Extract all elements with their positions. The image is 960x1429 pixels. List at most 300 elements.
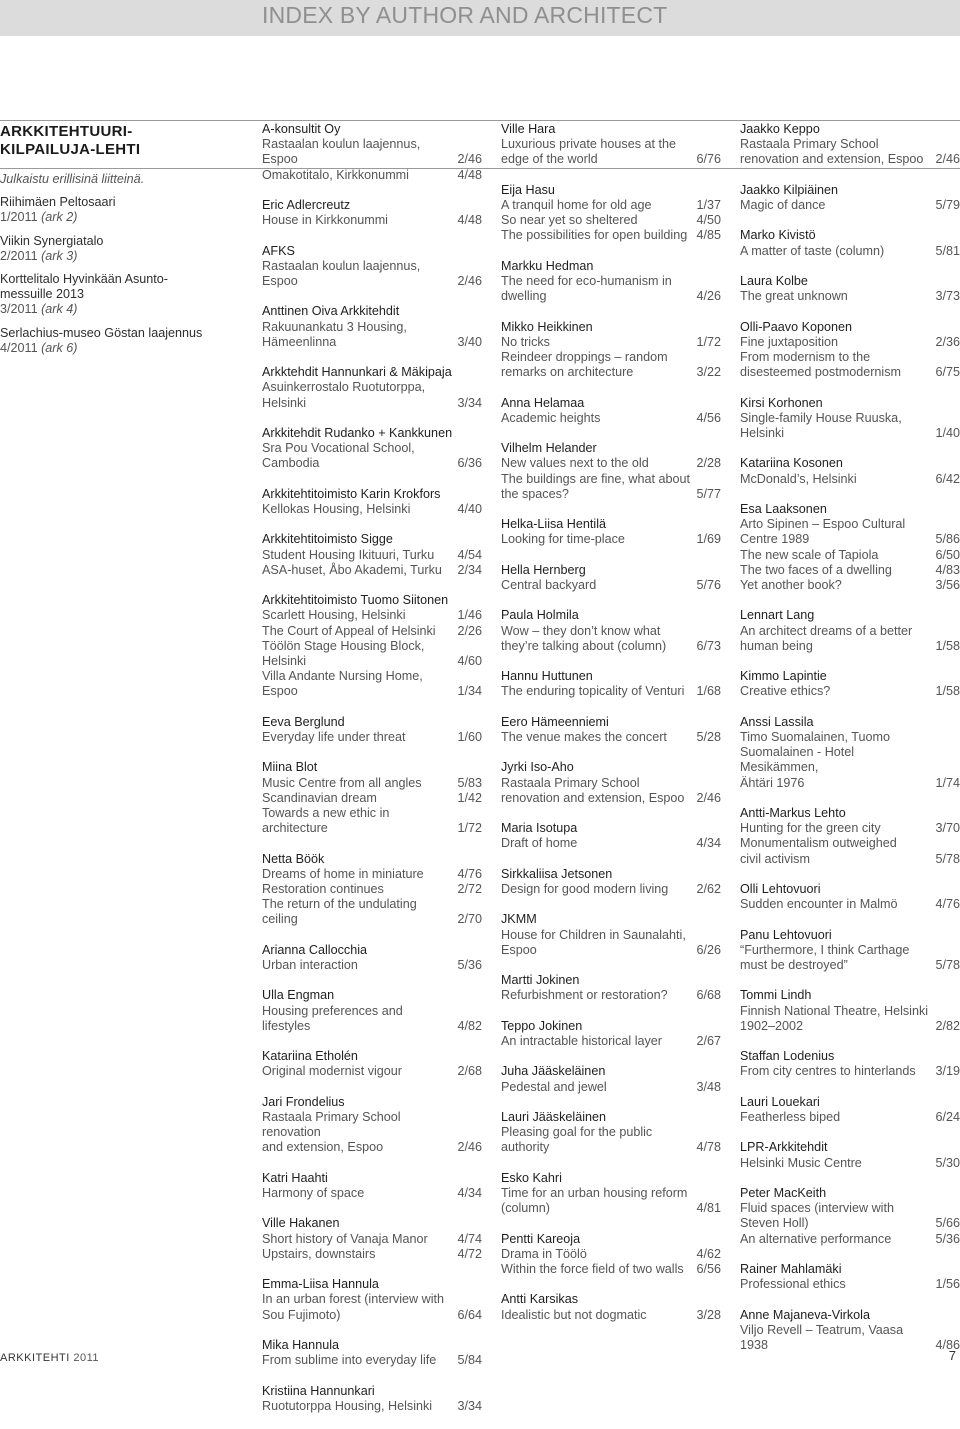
index-entry: [262, 593, 482, 699]
entry-work: [501, 1186, 721, 1216]
work-title: Helsinki Music Centre: [740, 1155, 862, 1170]
work-reference: 4/56: [696, 410, 721, 425]
work-title: Rastaala Primary School renovation and extension, Espoo: [740, 137, 924, 167]
work-title: Music Centre from all angles: [262, 775, 422, 790]
index-entry: [740, 320, 960, 381]
entry-name: Olli Lehtovuori: [740, 881, 821, 896]
publication-heading: ARKKITEHTUURI- KILPAILUJA-LEHTI: [0, 123, 141, 158]
work-reference: 2/34: [457, 562, 482, 577]
work-title: An intractable historical layer: [501, 1033, 662, 1048]
work-title: Rastaala Primary School renovation and extension, Espoo: [501, 775, 685, 805]
entry-name: Lauri Jääskeläinen: [501, 1109, 607, 1124]
entry-work: [740, 335, 960, 350]
entry-work: [262, 1247, 482, 1262]
work-title: From sublime into everyday life: [262, 1353, 437, 1368]
work-reference: 1/58: [935, 638, 960, 653]
entry-name: Antti Karsikas: [501, 1292, 578, 1307]
work-title: Draft of home: [501, 836, 578, 851]
entry-work: [740, 517, 960, 547]
entry-name: AFKS: [262, 243, 295, 258]
entry-name: Jari Frondelius: [262, 1094, 345, 1109]
entry-work: [740, 836, 960, 866]
issue-list: [0, 195, 230, 356]
work-title: Monumentalism outweighed civil activism: [740, 836, 897, 866]
work-reference: 1/46: [457, 608, 482, 623]
entry-name: JKMM: [501, 912, 537, 927]
work-title: Kellokas Housing, Helsinki: [262, 501, 411, 516]
work-reference: 5/86: [935, 532, 960, 547]
index-entry: [501, 563, 721, 593]
work-reference: 4/48: [457, 167, 482, 182]
entry-work: [262, 137, 482, 167]
work-title: Asuinkerrostalo Ruotutorppa, Helsinki: [262, 380, 426, 410]
work-title: Towards a new ethic in architecture: [262, 805, 390, 836]
entry-name: Tommi Lindh: [740, 988, 812, 1003]
page-number: 7: [948, 1348, 956, 1363]
issue-number: [0, 302, 230, 317]
entry-work: [740, 624, 960, 654]
work-title: Wow – they don’t know what they’re talking about (column): [501, 623, 667, 653]
entry-work: [740, 897, 960, 912]
work-reference: 1/34: [457, 684, 482, 699]
index-entry: [501, 183, 721, 244]
index-column-3: [740, 122, 960, 1368]
page-title: INDEX BY AUTHOR AND ARCHITECT: [262, 2, 668, 28]
work-reference: 6/24: [935, 1109, 960, 1124]
entry-name: Lauri Louekari: [740, 1094, 820, 1109]
work-title: Rastaalan koulun laajennus, Espoo: [262, 258, 421, 288]
work-title: Scarlett Housing, Helsinki: [262, 608, 406, 623]
work-reference: 5/77: [696, 486, 721, 501]
issue-number-value: 3/2011: [0, 302, 42, 317]
entry-work: [501, 776, 721, 806]
work-reference: 6/68: [696, 988, 721, 1003]
entry-work: [262, 548, 482, 563]
index-entry: [740, 882, 960, 912]
entry-work: [740, 472, 960, 487]
entry-name: Sirkkaliisa Jetsonen: [501, 866, 613, 881]
work-reference: 4/76: [457, 866, 482, 881]
index-entry: [501, 259, 721, 305]
entry-work: [262, 897, 482, 927]
entry-work: [262, 730, 482, 745]
entry-work: [501, 928, 721, 958]
issue-ark: (ark 6): [41, 340, 78, 355]
work-title: An alternative performance: [740, 1231, 892, 1246]
index-entry: [501, 867, 721, 897]
work-title: Harmony of space: [262, 1185, 365, 1200]
work-title: Finnish National Theatre, Helsinki 1902–2002: [740, 1003, 929, 1033]
index-entry: [501, 1110, 721, 1156]
index-entry: [740, 274, 960, 304]
entry-work: [501, 213, 721, 228]
entry-work: [262, 168, 482, 183]
work-title: Everyday life under threat: [262, 729, 406, 744]
entry-name: Antti-Markus Lehto: [740, 805, 846, 820]
work-reference: 6/56: [696, 1261, 721, 1276]
work-title: House for Children in Saunalahti, Espoo: [501, 927, 686, 957]
entry-work: [740, 1323, 960, 1353]
work-title: Hunting for the green city: [740, 821, 881, 836]
entry-work: [262, 806, 482, 836]
work-title: Ruotutorppa Housing, Helsinki: [262, 1398, 433, 1413]
work-title: The two faces of a dwelling: [740, 562, 892, 577]
work-title: Viljo Revell – Teatrum, Vaasa 1938: [740, 1322, 904, 1352]
work-reference: 6/64: [457, 1307, 482, 1322]
work-reference: 4/78: [696, 1140, 721, 1155]
work-title: Time for an urban housing reform (column): [501, 1185, 688, 1216]
work-title: Student Housing Ikituuri, Turku: [262, 547, 435, 562]
entry-work: [740, 578, 960, 593]
work-title: Central backyard: [501, 577, 597, 592]
entry-name: Juha Jääskeläinen: [501, 1064, 606, 1079]
work-reference: 5/28: [696, 729, 721, 744]
entry-work: [501, 411, 721, 426]
entry-work: [501, 1247, 721, 1262]
entry-work: [740, 1232, 960, 1247]
work-title: Arto Sipinen – Espoo Cultural Centre 1989: [740, 517, 906, 547]
work-reference: 5/81: [935, 243, 960, 258]
entry-work: [262, 669, 482, 699]
publication-note: Julkaistu erillisinä liitteinä.: [0, 172, 145, 186]
issue-number: [0, 249, 230, 264]
work-title: Dreams of home in miniature: [262, 866, 424, 881]
entry-name: Olli-Paavo Koponen: [740, 319, 853, 334]
work-title: Design for good modern living: [501, 881, 669, 896]
index-entry: [262, 198, 482, 228]
entry-work: [740, 1277, 960, 1292]
index-entry: [740, 1140, 960, 1170]
index-entry: [740, 228, 960, 258]
entry-work: [262, 1353, 482, 1368]
work-title: The return of the undulating ceiling: [262, 897, 417, 927]
work-title: The Court of Appeal of Helsinki: [262, 623, 436, 638]
entry-name: Arkkitehdit Rudanko + Kankkunen: [262, 425, 453, 440]
work-title: Reindeer droppings – random remarks on architecture: [501, 350, 668, 380]
work-title: Idealistic but not dogmatic: [501, 1307, 647, 1322]
work-reference: 6/75: [935, 365, 960, 380]
work-reference: 2/46: [457, 1140, 482, 1155]
work-reference: 5/78: [935, 957, 960, 972]
index-entry: [740, 928, 960, 974]
index-entry: [262, 1384, 482, 1414]
entry-name: Pentti Kareoja: [501, 1231, 581, 1246]
entry-name: Eric Adlercreutz: [262, 198, 351, 212]
entry-work: [501, 137, 721, 167]
index-entry: [262, 1338, 482, 1368]
entry-work: [740, 563, 960, 578]
entry-name: Helka-Liisa Hentilä: [501, 517, 606, 532]
work-reference: 4/54: [457, 547, 482, 562]
work-title: “Furthermore, I think Carthage must be destroyed”: [740, 942, 910, 972]
entry-work: [740, 943, 960, 973]
work-reference: 4/34: [696, 836, 721, 851]
work-title: The buildings are fine, what about the spaces?: [501, 471, 691, 501]
index-entry: [501, 122, 721, 168]
entry-name: Anttinen Oiva Arkkitehdit: [262, 304, 400, 319]
work-reference: 2/62: [696, 881, 721, 896]
work-reference: 6/42: [935, 471, 960, 486]
entry-work: [501, 1308, 721, 1323]
work-reference: 4/86: [935, 1337, 960, 1352]
issue-number: [0, 341, 230, 356]
entry-name: Panu Lehtovuori: [740, 927, 832, 942]
index-entry: [501, 669, 721, 699]
work-reference: 3/28: [696, 1307, 721, 1322]
work-title: Rastaalan koulun laajennus, Espoo: [262, 137, 421, 167]
entry-name: Arkkitehtitoimisto Sigge: [262, 532, 393, 547]
footer-magazine: ARKKITEHTI: [0, 1352, 70, 1364]
entry-work: [740, 411, 960, 441]
work-reference: 2/72: [457, 881, 482, 896]
entry-name: Netta Böök: [262, 851, 325, 866]
entry-work: [262, 563, 482, 578]
work-reference: 5/78: [935, 851, 960, 866]
index-column-2: [501, 122, 721, 1338]
work-reference: 4/62: [696, 1246, 721, 1261]
work-title: Sra Pou Vocational School, Cambodia: [262, 441, 415, 471]
entry-work: [262, 213, 482, 228]
work-reference: 1/68: [696, 684, 721, 699]
index-entry: [262, 715, 482, 745]
work-title: Magic of dance: [740, 198, 826, 212]
index-entry: [501, 1171, 721, 1217]
work-reference: 1/42: [457, 790, 482, 805]
left-column: [0, 172, 230, 356]
work-title: The possibilities for open building: [501, 228, 688, 243]
work-title: ASA-huset, Åbo Akademi, Turku: [262, 562, 442, 577]
index-entry: [501, 608, 721, 654]
issue-ark: (ark 2): [41, 210, 78, 225]
index-entry: [740, 1049, 960, 1079]
work-reference: 3/73: [935, 289, 960, 304]
work-reference: 5/83: [457, 775, 482, 790]
work-title: Scandinavian dream: [262, 790, 377, 805]
work-reference: 2/46: [457, 152, 482, 167]
work-reference: 5/76: [696, 577, 721, 592]
entry-name: Hella Hernberg: [501, 562, 586, 577]
work-title: The great unknown: [740, 289, 848, 304]
work-reference: 4/76: [935, 897, 960, 912]
entry-work: [740, 1156, 960, 1171]
entry-work: [501, 350, 721, 380]
work-title: The enduring topicality of Venturi: [501, 684, 685, 699]
index-entry: [262, 943, 482, 973]
entry-name: Ulla Engman: [262, 988, 335, 1003]
work-title: Timo Suomalainen, Tuomo Suomalainen - Hotel Mesikämmen, Ähtäri 1976: [740, 729, 891, 790]
entry-work: [501, 624, 721, 654]
work-title: Omakotitalo, Kirkkonummi: [262, 167, 409, 182]
entry-name: Jaakko Keppo: [740, 122, 820, 136]
entry-work: [262, 608, 482, 623]
work-title: Featherless biped: [740, 1109, 841, 1124]
work-title: Refurbishment or restoration?: [501, 988, 668, 1003]
index-entry: [262, 852, 482, 928]
entry-work: [740, 821, 960, 836]
work-title: Yet another book?: [740, 577, 842, 592]
index-entry: [501, 1064, 721, 1094]
entry-name: Maria Isotupa: [501, 821, 578, 836]
work-reference: 3/40: [457, 334, 482, 349]
work-reference: 5/36: [457, 957, 482, 972]
entry-name: Mikko Heikkinen: [501, 319, 593, 334]
entry-name: Kimmo Lapintie: [740, 669, 827, 684]
entry-work: [501, 836, 721, 851]
work-reference: 5/84: [457, 1353, 482, 1368]
entry-work: [740, 548, 960, 563]
issue-name: Korttelitalo Hyvinkään Asunto- messuille 2013: [0, 272, 169, 302]
work-reference: 4/48: [457, 213, 482, 228]
entry-work: [262, 1186, 482, 1201]
index-entry: [740, 806, 960, 867]
entry-name: Esa Laaksonen: [740, 501, 827, 516]
entry-work: [740, 684, 960, 699]
entry-name: Ville Hakanen: [262, 1216, 340, 1231]
entry-work: [501, 730, 721, 745]
entry-work: [262, 776, 482, 791]
entry-work: [262, 320, 482, 350]
issue-number: [0, 210, 230, 225]
index-entry: [501, 760, 721, 806]
entry-work: [262, 867, 482, 882]
work-reference: 6/73: [696, 638, 721, 653]
work-reference: 4/34: [457, 1185, 482, 1200]
issue-item: [0, 272, 230, 318]
entry-name: Anssi Lassila: [740, 714, 814, 729]
entry-work: [262, 380, 482, 410]
work-title: House in Kirkkonummi: [262, 213, 388, 228]
work-reference: 3/22: [696, 365, 721, 380]
entry-work: [501, 1034, 721, 1049]
entry-name: Anna Helamaa: [501, 395, 585, 410]
work-reference: 2/26: [457, 623, 482, 638]
index-entry: [262, 304, 482, 350]
work-title: In an urban forest (interview with Sou Fujimoto): [262, 1292, 444, 1322]
entry-work: [740, 350, 960, 380]
index-entry: [740, 456, 960, 486]
work-reference: 5/36: [935, 1231, 960, 1246]
work-title: Drama in Töölö: [501, 1246, 587, 1261]
work-title: Urban interaction: [262, 957, 358, 972]
entry-work: [262, 639, 482, 669]
work-title: Luxurious private houses at the edge of the world: [501, 137, 677, 167]
work-title: Villa Andante Nursing Home, Espoo: [262, 669, 423, 699]
issue-item: [0, 195, 230, 225]
work-reference: 1/40: [935, 425, 960, 440]
entry-work: [262, 1399, 482, 1414]
entry-work: [501, 1080, 721, 1095]
work-reference: 2/46: [935, 152, 960, 167]
index-entry: [740, 988, 960, 1034]
work-title: Upstairs, downstairs: [262, 1246, 376, 1261]
work-title: A matter of taste (column): [740, 243, 885, 258]
work-title: From city centres to hinterlands: [740, 1064, 916, 1079]
work-title: The new scale of Tapiola: [740, 547, 879, 562]
entry-work: [501, 456, 721, 471]
work-reference: 5/30: [935, 1155, 960, 1170]
work-reference: 1/56: [935, 1277, 960, 1292]
work-title: Rakuunankatu 3 Housing, Hämeenlinna: [262, 319, 407, 349]
work-title: Academic heights: [501, 410, 601, 425]
entry-name: Ville Hara: [501, 122, 556, 136]
work-reference: 4/72: [457, 1246, 482, 1261]
index-entry: [262, 1277, 482, 1323]
issue-name: Serlachius-museo Göstan laajennus: [0, 325, 203, 340]
entry-work: [262, 1110, 482, 1156]
work-reference: 2/46: [696, 790, 721, 805]
index-entry: [262, 426, 482, 472]
index-entry: [501, 973, 721, 1003]
work-title: Pedestal and jewel: [501, 1079, 607, 1094]
entry-name: Arkktehdit Hannunkari & Mäkipaja: [262, 365, 452, 380]
index-entry: [501, 1019, 721, 1049]
issue-ark: (ark 3): [41, 248, 78, 263]
entry-name: Katariina Etholén: [262, 1049, 358, 1064]
entry-name: Emma-Liisa Hannula: [262, 1277, 379, 1292]
work-reference: 1/72: [696, 334, 721, 349]
entry-name: Katri Haahti: [262, 1170, 328, 1185]
entry-name: Staffan Lodenius: [740, 1049, 835, 1064]
entry-work: [262, 791, 482, 806]
entry-name: Paula Holmila: [501, 608, 579, 623]
entry-name: Katariina Kosonen: [740, 456, 843, 471]
index-entry: [262, 532, 482, 578]
work-title: Single-family House Ruuska, Helsinki: [740, 410, 902, 440]
index-entry: [262, 1171, 482, 1201]
index-entry: [262, 1049, 482, 1079]
work-reference: 2/68: [457, 1064, 482, 1079]
header-rule: [0, 120, 960, 121]
entry-name: Laura Kolbe: [740, 273, 808, 288]
entry-name: Kirsi Korhonen: [740, 395, 823, 410]
entry-name: Eeva Berglund: [262, 714, 345, 729]
work-reference: 3/34: [457, 1398, 482, 1413]
title-bar: [0, 0, 960, 36]
index-entry: [262, 1216, 482, 1262]
index-entry: [740, 1262, 960, 1292]
work-reference: 5/79: [935, 198, 960, 212]
work-title: Within the force field of two walls: [501, 1261, 684, 1276]
entry-name: Marko Kivistö: [740, 228, 816, 243]
issue-number-value: 4/2011: [0, 340, 42, 355]
entry-work: [262, 882, 482, 897]
work-reference: 2/82: [935, 1018, 960, 1033]
work-title: The need for eco-humanism in dwelling: [501, 274, 672, 304]
entry-name: Anne Majaneva-Virkola: [740, 1307, 870, 1322]
index-entry: [740, 396, 960, 442]
entry-name: Jyrki Iso-Aho: [501, 760, 574, 775]
work-reference: 1/37: [696, 198, 721, 212]
entry-work: [501, 684, 721, 699]
work-title: Sudden encounter in Malmö: [740, 897, 898, 912]
work-reference: 6/36: [457, 456, 482, 471]
index-entry: [262, 487, 482, 517]
entry-name: Vilhelm Helander: [501, 441, 597, 456]
work-reference: 1/74: [935, 775, 960, 790]
work-title: Fluid spaces (interview with Steven Holl): [740, 1201, 894, 1231]
entry-work: [262, 502, 482, 517]
work-reference: 4/82: [457, 1018, 482, 1033]
issue-number-value: 1/2011: [0, 210, 42, 225]
entry-name: Lennart Lang: [740, 608, 815, 623]
index-entry: [262, 988, 482, 1034]
entry-name: Hannu Huttunen: [501, 669, 593, 684]
index-entry: [262, 244, 482, 290]
work-reference: 4/74: [457, 1231, 482, 1246]
work-reference: 3/56: [935, 577, 960, 592]
work-title: A tranquil home for old age: [501, 198, 652, 212]
work-title: Rastaala Primary School renovation and extension, Espoo: [262, 1109, 401, 1155]
